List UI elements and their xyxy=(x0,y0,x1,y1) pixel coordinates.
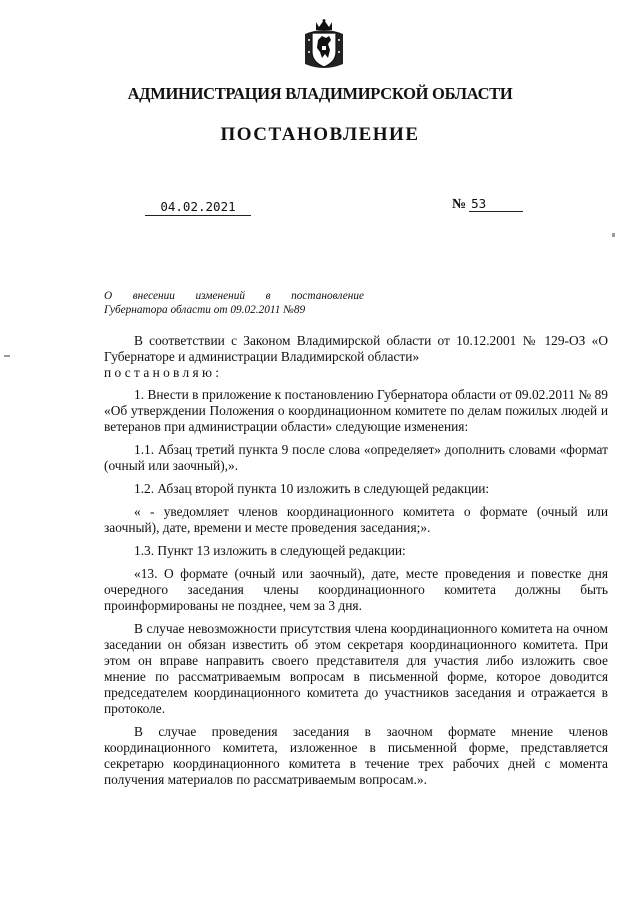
item-paragraph: 1.1. Абзац третий пункта 9 после слова «определяет» дополнить словами «формат (очный или заочный),». xyxy=(104,442,608,473)
item-paragraph: 1.2. Абзац второй пункта 10 изложить в следующей редакции: xyxy=(134,481,490,496)
preamble-text: В соответствии с Законом Владимирской области от 10.12.2001 № 129-ОЗ «О Губернаторе и администрации Владимирской области» xyxy=(104,333,608,364)
document-date: 04.02.2021 xyxy=(145,199,251,216)
document-body xyxy=(104,333,608,795)
organization-name: АДМИНИСТРАЦИЯ ВЛАДИМИРСКОЙ ОБЛАСТИ xyxy=(127,84,513,103)
decree-word: постановляю: xyxy=(104,365,223,380)
document-type-title: ПОСТАНОВЛЕНИЕ xyxy=(220,124,420,145)
document-subject xyxy=(104,290,364,317)
preamble-paragraph xyxy=(104,333,608,381)
item-paragraph: 1. Внести в приложение к постановлению Губернатора области от 09.02.2011 № 89 «Об утверждении Положения о координационном комитете по делам пожилых людей и ветеранов при администрации области» следующие изменения: xyxy=(104,387,608,434)
quoted-paragraph: «13. О формате (очный или заочный), дате, месте проведения и повестке дня очередного заседания члены координационного комитета должны быть проинформированы не позднее, чем за 3 дня. xyxy=(104,566,608,613)
quoted-paragraph: В случае проведения заседания в заочном формате мнение членов координационного комитета, изложенное в письменной форме, представляется секретарю координационного комитета в течение трех рабочих дней с момента получения материалов по рассматриваемым вопросам.». xyxy=(104,724,608,787)
quoted-paragraph: В случае невозможности присутствия члена координационного комитета на очном заседании он обязан известить об этом секретаря координационного комитета. При этом он вправе направить своего представителя для участия либо изложить свое мнение по рассматриваемым вопросам в письменной форме, которое доводится председателем координационного комитета до участников заседания и отражается в протоколе. xyxy=(104,621,608,716)
item-paragraph: 1.3. Пункт 13 изложить в следующей редакции: xyxy=(134,543,406,558)
coat-of-arms-icon xyxy=(302,18,346,72)
number-value: 53 xyxy=(469,196,523,212)
document-number xyxy=(452,196,523,213)
scan-mark xyxy=(4,355,10,357)
number-sign: № xyxy=(452,197,467,212)
scan-mark xyxy=(612,233,615,237)
quoted-paragraph: « - уведомляет членов координационного комитета о формате (очный или заочный), дате, времени и месте проведения заседания;». xyxy=(104,504,608,535)
subject-line: Губернатора области от 09.02.2011 №89 xyxy=(104,303,306,316)
subject-line: О внесении изменений в постановление xyxy=(104,290,364,302)
